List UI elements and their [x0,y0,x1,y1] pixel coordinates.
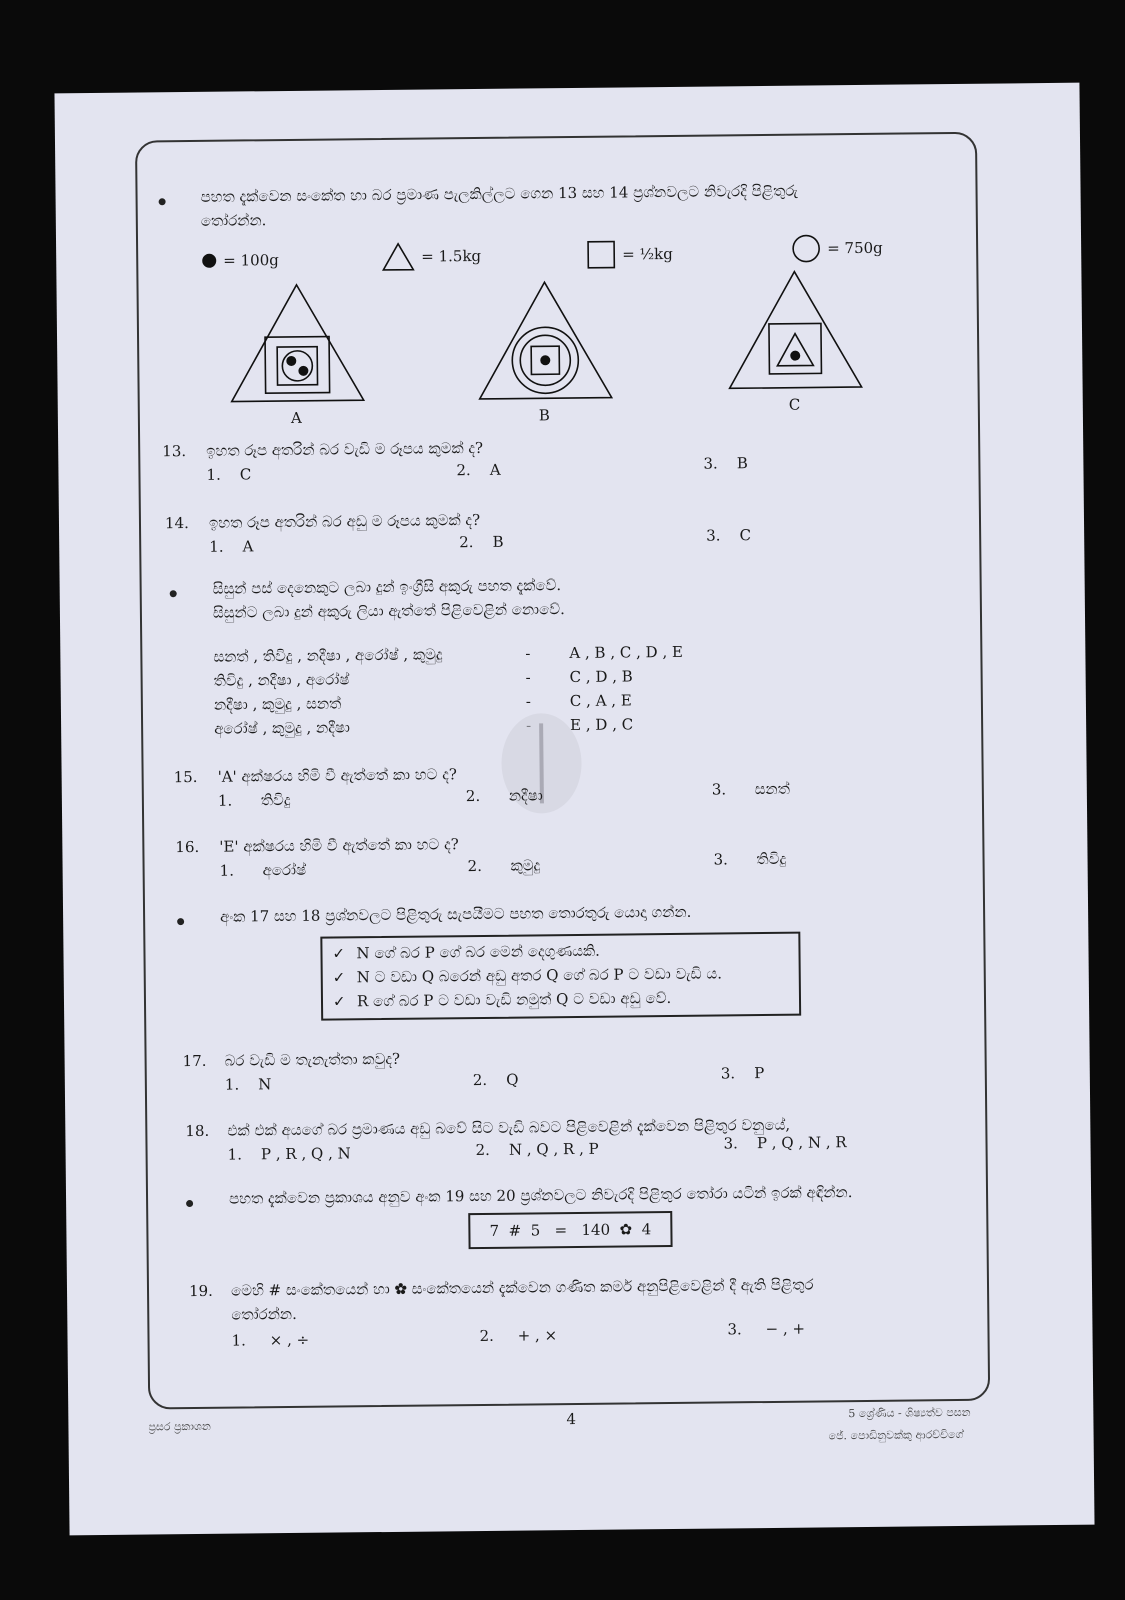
figure-label: C [788,395,801,414]
option[interactable]: 1. A [209,537,254,556]
fact-line: ✓ N ට වඩා Q බරෙන් අඩු අතර Q ගේ බර P ට වඩා වැඩි ය. [332,964,723,987]
footer-publisher: ප්‍රසර ප්‍රකාශන [148,1419,211,1434]
page-number: 4 [566,1410,577,1429]
triangle-icon [381,242,415,272]
instruction-line: අංක 17 සහ 18 ප්‍රශ්නවලට පිළිතුරු සැපයීමට පහත තොරතුරු යොදා ගන්න. [220,902,692,926]
letter-assignment-list [213,642,683,744]
option[interactable]: 1. × , ÷ [231,1330,310,1350]
question-number: 15. [173,767,198,787]
option[interactable]: 2. A [456,460,501,480]
instruction-line: සිසුන් පස් දෙනෙකුට ලබා දුන් ඉංග්‍රීසි අකුරු පහත දැක්වේ. [212,576,562,598]
legend-item-100g [201,251,279,270]
instruction-line: තෝරන්න. [200,211,267,230]
circle-icon [791,233,821,263]
question-number: 18. [185,1121,210,1141]
legend-value: = 1.5kg [421,246,482,266]
bullet [159,198,166,205]
question-number: 17. [182,1051,207,1071]
option[interactable]: 3. C [706,526,752,545]
question-text: 'A' අක්ෂරය හිමි වී ඇත්තේ කා හට ද? [217,765,457,786]
exam-paper-sheet [54,83,1094,1536]
fact-line: ✓ N ගේ බර P ගේ බර මෙන් දෙගුණයකි. [332,941,600,963]
question-text: බර වැඩි ම තැනැත්තා කවුද? [224,1049,401,1070]
option[interactable]: 2. කුමුදු [467,856,541,876]
instruction-line: පහත දැක්වෙන ප්‍රකාශය අනුව අංක 19 සහ 20 ප්‍රශ්නවලට නිවැරදි පිළිතුර තෝරා යටින් ඉරක් අඳින්න. [228,1183,853,1208]
legend-value: = 750g [827,238,883,258]
question-text: එක් එක් අයගේ බර ප්‍රමාණය අඩු බවේ සිට වැඩි බවට පිළිවෙළින් දැක්වෙන පිළිතුර වනුයේ, [227,1115,791,1140]
legend-item-half-kg [586,239,673,270]
option[interactable]: 1. P , R , Q , N [227,1144,351,1164]
option[interactable]: 3. P , Q , N , R [723,1133,847,1153]
option[interactable]: 1. C [206,465,252,484]
footer-grade: 5 ශ්‍රේණිය - ශිෂ්‍යත්ව පසන [848,1405,971,1421]
option[interactable]: 3. සනත් [711,779,790,799]
option[interactable]: 3. P [720,1064,765,1083]
figure-a-shape [226,280,367,406]
instruction-line: සිසුන්ට ලබා දුන් අකුරු ලියා ඇත්තේ පිළිවෙළින් නොවේ. [212,600,565,622]
bullet [177,918,184,925]
option[interactable]: 2. N , Q , R , P [475,1139,599,1160]
question-number: 16. [175,837,200,857]
option[interactable]: 1. තිවිදු [217,790,291,810]
bullet [170,590,177,597]
legend-item-750g [791,233,883,264]
option[interactable]: 3. B [703,454,748,473]
question-text: 'E' අක්ෂරය හිමි වී ඇත්තේ කා හට ද? [219,835,459,856]
figure-c-shape [724,267,865,393]
option[interactable]: 3. තිවිදු [713,849,787,869]
option[interactable]: 1. N [224,1075,272,1094]
filled-circle-icon [201,253,217,269]
option[interactable]: 2. Q [472,1070,519,1090]
question-text: මෙහි # සංකේතයෙන් හා ✿ සංකේතයෙන් දැක්වෙන ගණිත කර්ම අනුපිළිවෙළින් දී ඇති පිළිතුර [230,1275,814,1300]
equation-box [468,1211,672,1249]
question-number: 14. [164,514,189,533]
legend-item-1.5kg [381,241,481,272]
figure-label: A [290,408,302,427]
option[interactable]: 3. − , + [727,1319,806,1339]
check-icon: ✓ [332,968,346,987]
question-text: ඉහත රූප අතරින් බර අඩු ම රූපය කුමක් ද? [208,510,481,532]
legend-value: = ½kg [622,244,673,264]
question-number: 19. [188,1281,213,1301]
check-icon: ✓ [332,944,346,963]
figure-b-shape [474,278,615,404]
option[interactable]: 2. B [459,532,504,552]
square-icon [586,240,616,270]
option[interactable]: 1. අරෝෂ් [219,860,307,880]
footer-author: ජේ. පොඩිනුවක්කු ආරච්චිගේ [828,1427,964,1443]
question-text: ඉහත රූප අතරින් බර වැඩි ම රූපය කුමක් ද? [206,438,484,460]
equation: 7 # 5 = 140 ✿ 4 [489,1220,652,1240]
option[interactable]: 2. + , × [479,1326,558,1346]
option[interactable]: 2. නදීෂා [465,786,543,806]
figure-label: B [538,406,551,425]
facts-box [320,932,801,1021]
question-text: තෝරන්න. [231,1304,297,1324]
legend-value: = 100g [223,251,279,270]
check-icon: ✓ [332,992,346,1011]
question-number: 13. [162,442,187,461]
instruction-line: පහත දැක්වෙන සංකේත හා බර ප්‍රමාණ පැලකිල්ලට ගෙන 13 සහ 14 ප්‍රශ්නවලට නිවැරදි පිළිතුරු [200,181,798,206]
bullet [186,1200,193,1207]
fact-line: ✓ R ගේ බර P ට වඩා වැඩි නමුත් Q ට වඩා අඩු වේ. [332,988,672,1011]
